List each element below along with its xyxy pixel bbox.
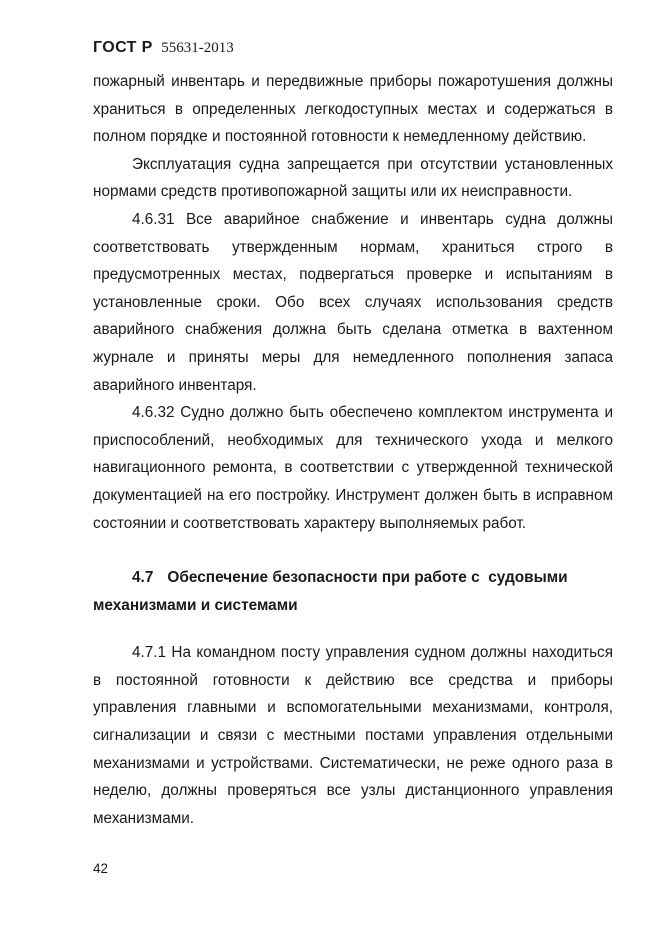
body-paragraph-4-6-31: 4.6.31 Все аварийное снабжение и инвентарь судна должны соответствовать утвержденным нормам, храниться строго в предусмотренных местах, подвергаться проверке и испытаниям в установленные сроки. Обо всех случаях использования средств аварийного снабжения должна быть сделана отметка в вахтенном журнале и приняты меры для немедленного пополнения запаса аварийного инвентаря.	[93, 210, 613, 394]
section-title: Обеспечение безопасности при работе с судовыми механизмами и системами	[93, 569, 572, 614]
body-paragraph: Эксплуатация судна запрещается при отсутствии установленных нормами средств противопожарной защиты или их неисправности.	[93, 155, 613, 201]
page-number: 42	[93, 861, 109, 876]
body-paragraph-4-6-32: 4.6.32 Судно должно быть обеспечено комплектом инструмента и приспособлений, необходимых для технического ухода и мелкого навигационного ремонта, в соответствии с утвержденной технической документацией на его постройку. Инструмент должен быть в исправном состоянии и соответствовать характеру выполняемых работ.	[93, 404, 613, 532]
body-paragraph-continuation: пожарный инвентарь и передвижные приборы пожаротушения должны храниться в определенных легкодоступных местах и содержаться в полном порядке и постоянной готовности к немедленному действию.	[93, 73, 613, 146]
section-number: 4.7	[132, 569, 154, 587]
running-header	[93, 38, 613, 58]
section-heading	[93, 564, 613, 619]
standard-prefix: ГОСТ Р	[93, 39, 153, 56]
document-body	[93, 68, 613, 832]
page-footer	[93, 861, 108, 877]
standard-number: 55631-2013	[161, 40, 234, 56]
body-paragraph-4-7-1: 4.7.1 На командном посту управления судном должны находиться в постоянной готовности к действию все средства и приборы управления главными и вспомогательными механизмами, контроля, сигнализации и связи с местными постами управления отдельными механизмами и устройствами. Систематически, не реже одного раза в неделю, должны проверяться все узлы дистанционного управления механизмами.	[93, 644, 613, 827]
